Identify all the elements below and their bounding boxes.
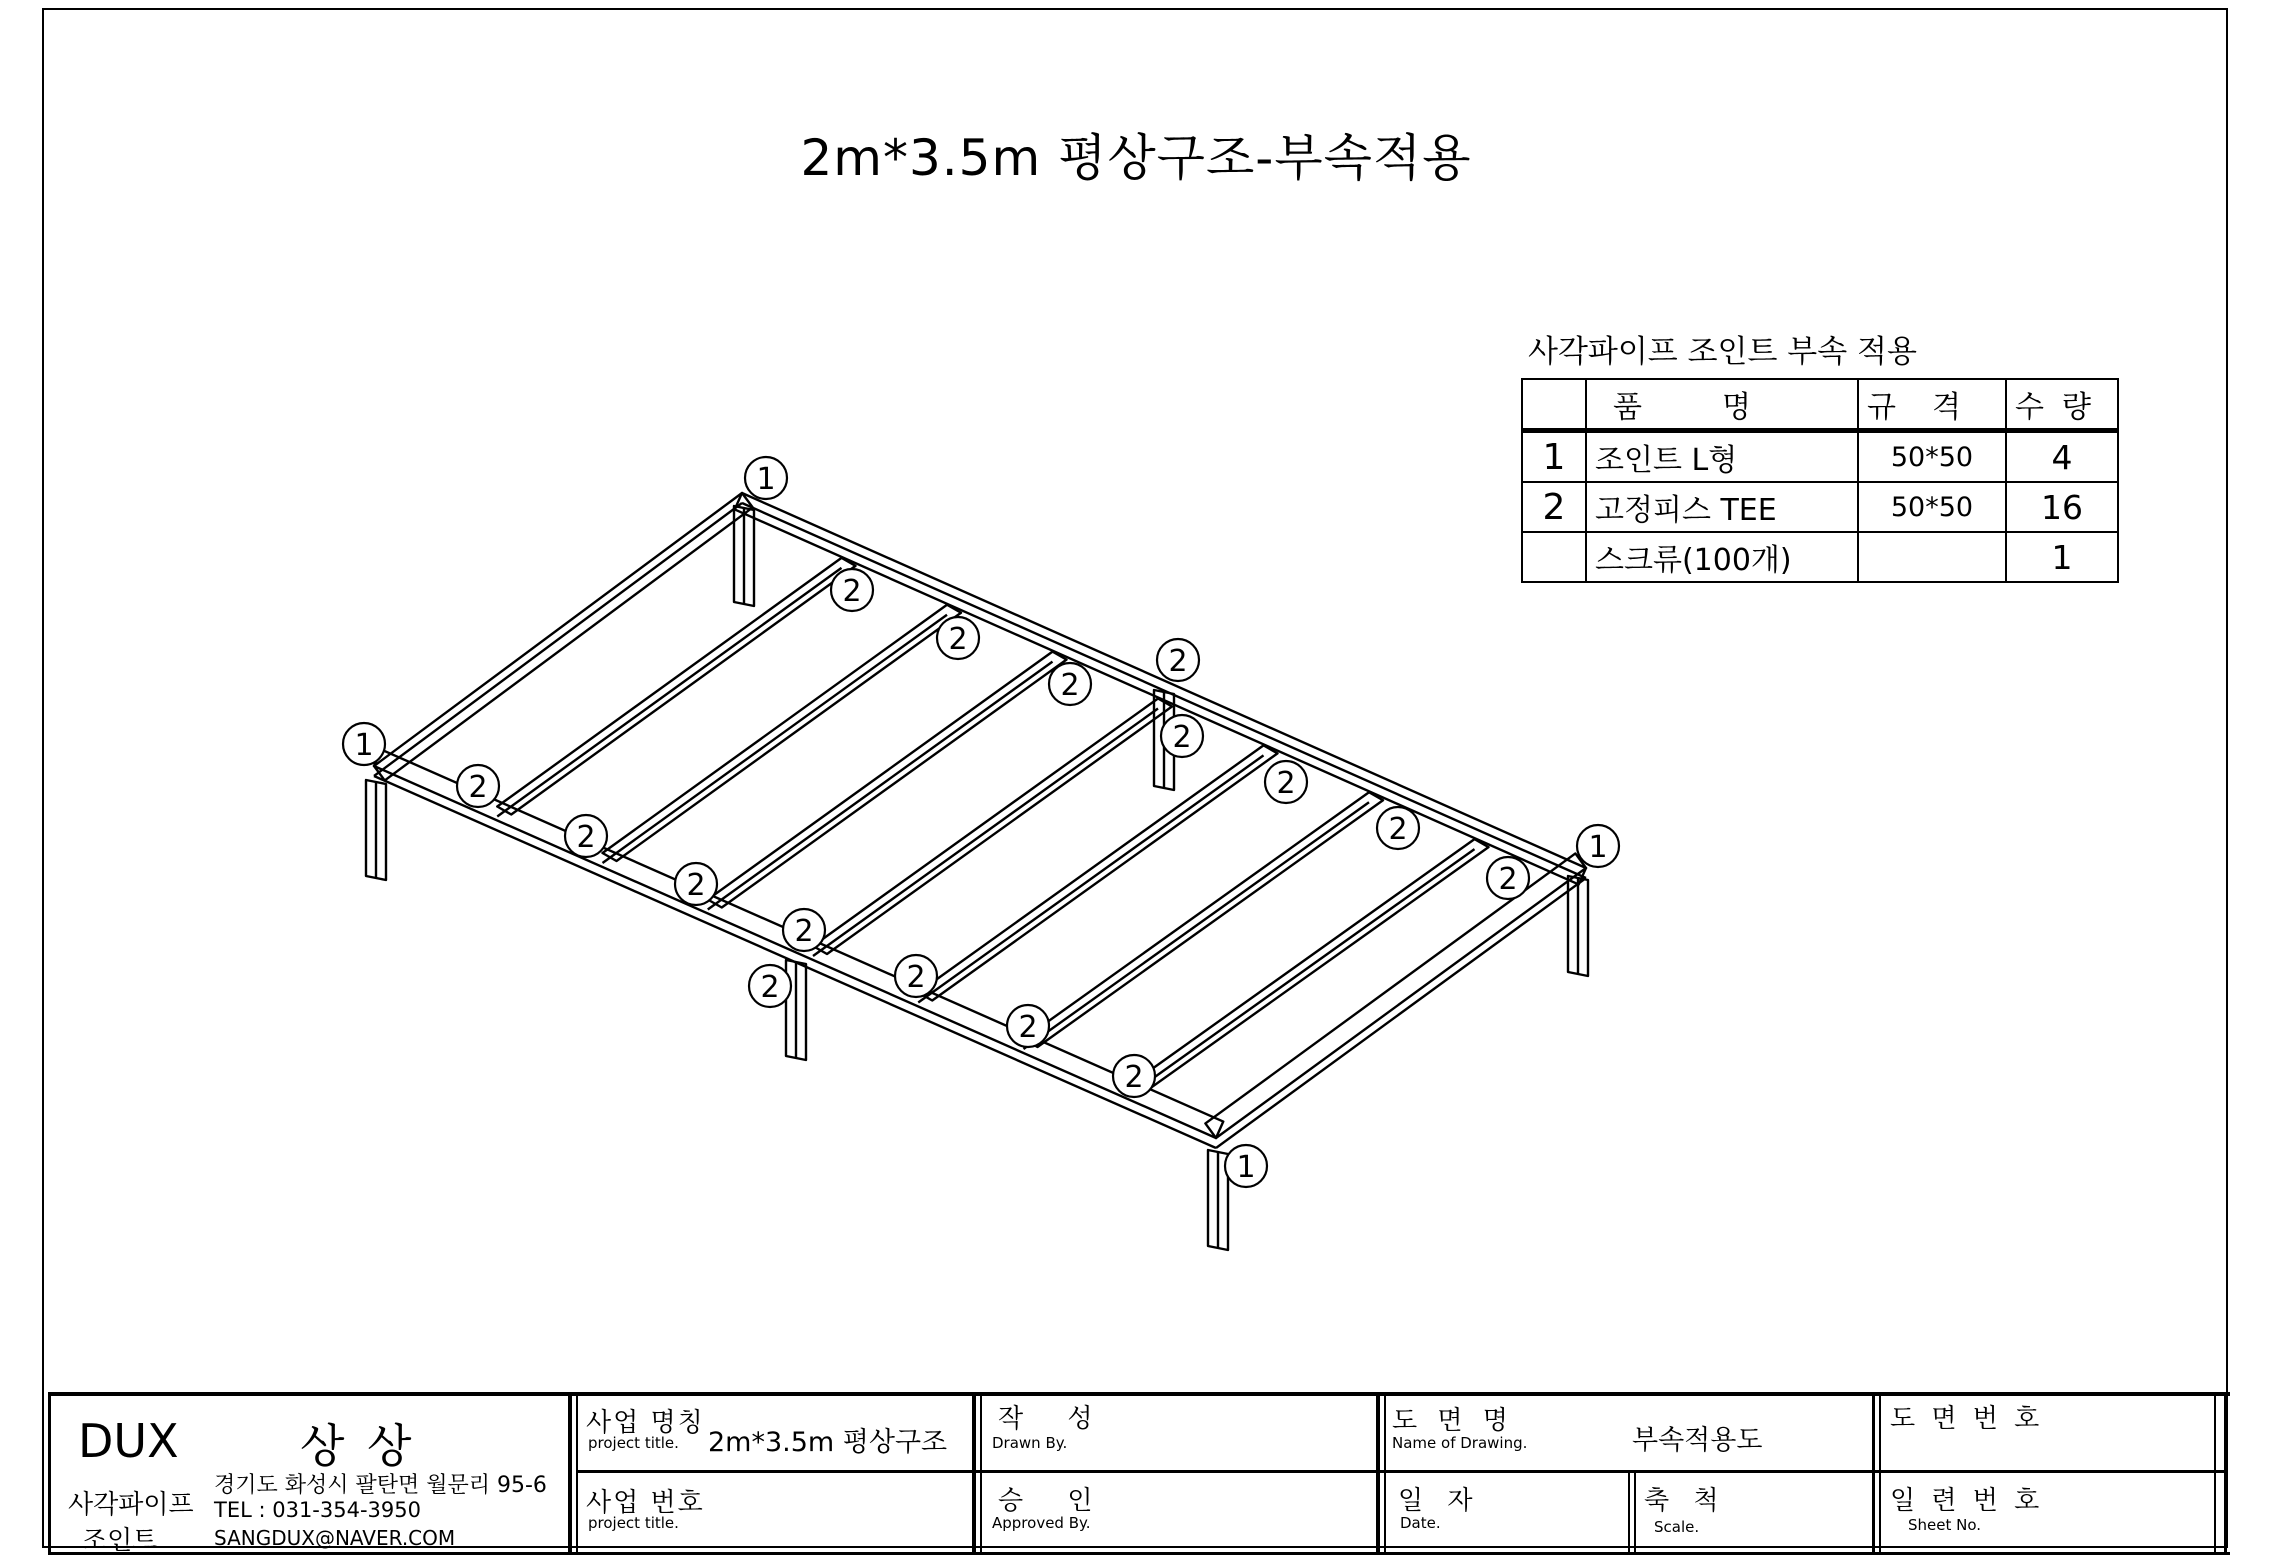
bom-cell-spec: 50*50 <box>1858 482 2006 532</box>
drawing-name-label-en: Name of Drawing. <box>1392 1434 1528 1452</box>
bom-caption: 사각파이프 조인트 부속 적용 <box>1528 334 1917 370</box>
drawing-no-label: 도 면 번 호 <box>1890 1404 2044 1434</box>
callout-marker <box>1113 1055 1155 1097</box>
callout-number: 2 <box>1172 720 1192 755</box>
callout-number: 2 <box>686 868 706 903</box>
callout-number: 1 <box>1588 830 1608 865</box>
company-tel: TEL : 031-354-3950 <box>214 1498 421 1522</box>
bom-cell-spec: 50*50 <box>1858 431 2006 483</box>
drawing-name-value: 부속적용도 <box>1632 1425 1763 1456</box>
callout-marker <box>1007 1005 1049 1047</box>
approved-label: 승 인 <box>998 1486 1111 1516</box>
bom-cell-name: 스크류(100개) <box>1586 532 1858 582</box>
company-product-line2: 조인트 <box>82 1526 158 1556</box>
callout-marker <box>937 617 979 659</box>
scale-label-en: Scale. <box>1654 1518 1700 1536</box>
callout-marker <box>1265 761 1307 803</box>
bom-cell-name: 고정피스 TEE <box>1586 482 1858 532</box>
callout-marker <box>1049 663 1091 705</box>
callout-marker <box>457 765 499 807</box>
drawn-label: 작 성 <box>998 1404 1111 1434</box>
callout-number: 2 <box>1498 862 1518 897</box>
drawn-label-en: Drawn By. <box>992 1434 1068 1452</box>
callout-number: 2 <box>1388 812 1408 847</box>
project-no-label: 사업 번호 <box>586 1488 705 1518</box>
callout-number: 2 <box>760 970 780 1005</box>
callout-group <box>343 457 1619 1187</box>
callout-number: 2 <box>1168 644 1188 679</box>
callout-number: 2 <box>1018 1010 1038 1045</box>
callout-marker <box>831 569 873 611</box>
company-brand: DUX <box>78 1414 179 1468</box>
bom-cell-no: 2 <box>1522 482 1586 532</box>
callout-number: 1 <box>1236 1150 1256 1185</box>
sheet-no-label-en: Sheet No. <box>1908 1516 1982 1534</box>
callout-number: 2 <box>948 622 968 657</box>
date-label: 일 자 <box>1398 1486 1481 1516</box>
callout-number: 2 <box>576 820 596 855</box>
callout-marker <box>1377 807 1419 849</box>
callout-number: 2 <box>906 960 926 995</box>
bom-header-no <box>1522 379 1586 431</box>
company-email: SANGDUX@NAVER.COM <box>214 1526 456 1550</box>
scale-label: 축 척 <box>1644 1486 1727 1516</box>
callout-marker <box>749 965 791 1007</box>
bom-cell-no: 1 <box>1522 431 1586 483</box>
callout-marker <box>675 863 717 905</box>
callout-marker <box>565 815 607 857</box>
bom-header-qty: 수량 <box>2006 379 2118 431</box>
bom-row <box>1522 482 2118 532</box>
callout-number: 2 <box>794 914 814 949</box>
bom-cell-name: 조인트 L형 <box>1586 431 1858 483</box>
drawing-title: 2m*3.5m 평상구조-부속적용 <box>800 129 1472 187</box>
callout-marker <box>745 457 787 499</box>
callout-number: 2 <box>1060 668 1080 703</box>
callout-number: 1 <box>756 462 776 497</box>
approved-label-en: Approved By. <box>992 1514 1091 1532</box>
callout-marker <box>1157 639 1199 681</box>
callout-number: 2 <box>1124 1060 1144 1095</box>
company-name: 상 상 <box>300 1419 416 1473</box>
callout-marker <box>343 723 385 765</box>
bom-cell-qty: 4 <box>2006 431 2118 483</box>
bom-cell-qty: 16 <box>2006 482 2118 532</box>
project-no-label-en: project title. <box>588 1514 679 1532</box>
title-block <box>48 1392 2230 1556</box>
callout-marker <box>1225 1145 1267 1187</box>
bom-cell-no <box>1522 532 1586 582</box>
drawing-name-label: 도 면 명 <box>1392 1406 1514 1436</box>
project-name-label-en: project title. <box>588 1434 679 1452</box>
project-name-label: 사업 명칭 <box>586 1408 705 1438</box>
date-label-en: Date. <box>1400 1514 1441 1532</box>
callout-marker <box>1161 715 1203 757</box>
callout-number: 2 <box>842 574 862 609</box>
bom-cell-qty: 1 <box>2006 532 2118 582</box>
bom-table <box>1521 378 2119 583</box>
company-product-line1: 사각파이프 <box>68 1490 194 1520</box>
callout-marker <box>783 909 825 951</box>
bom-header-row <box>1522 379 2118 431</box>
callout-number: 2 <box>468 770 488 805</box>
bom-cell-spec <box>1858 532 2006 582</box>
callout-number: 2 <box>1276 766 1296 801</box>
bom-header-spec: 규격 <box>1858 379 2006 431</box>
bom-header-name: 품명 <box>1586 379 1858 431</box>
bom-row <box>1522 431 2118 483</box>
callout-marker <box>1577 825 1619 867</box>
callout-marker <box>895 955 937 997</box>
callout-number: 1 <box>354 728 374 763</box>
company-address: 경기도 화성시 팔탄면 월문리 95-6 <box>214 1473 547 1498</box>
sheet-no-label: 일 련 번 호 <box>1890 1486 2044 1516</box>
callout-marker <box>1487 857 1529 899</box>
bom-row <box>1522 532 2118 582</box>
project-name-value: 2m*3.5m 평상구조 <box>708 1427 948 1458</box>
